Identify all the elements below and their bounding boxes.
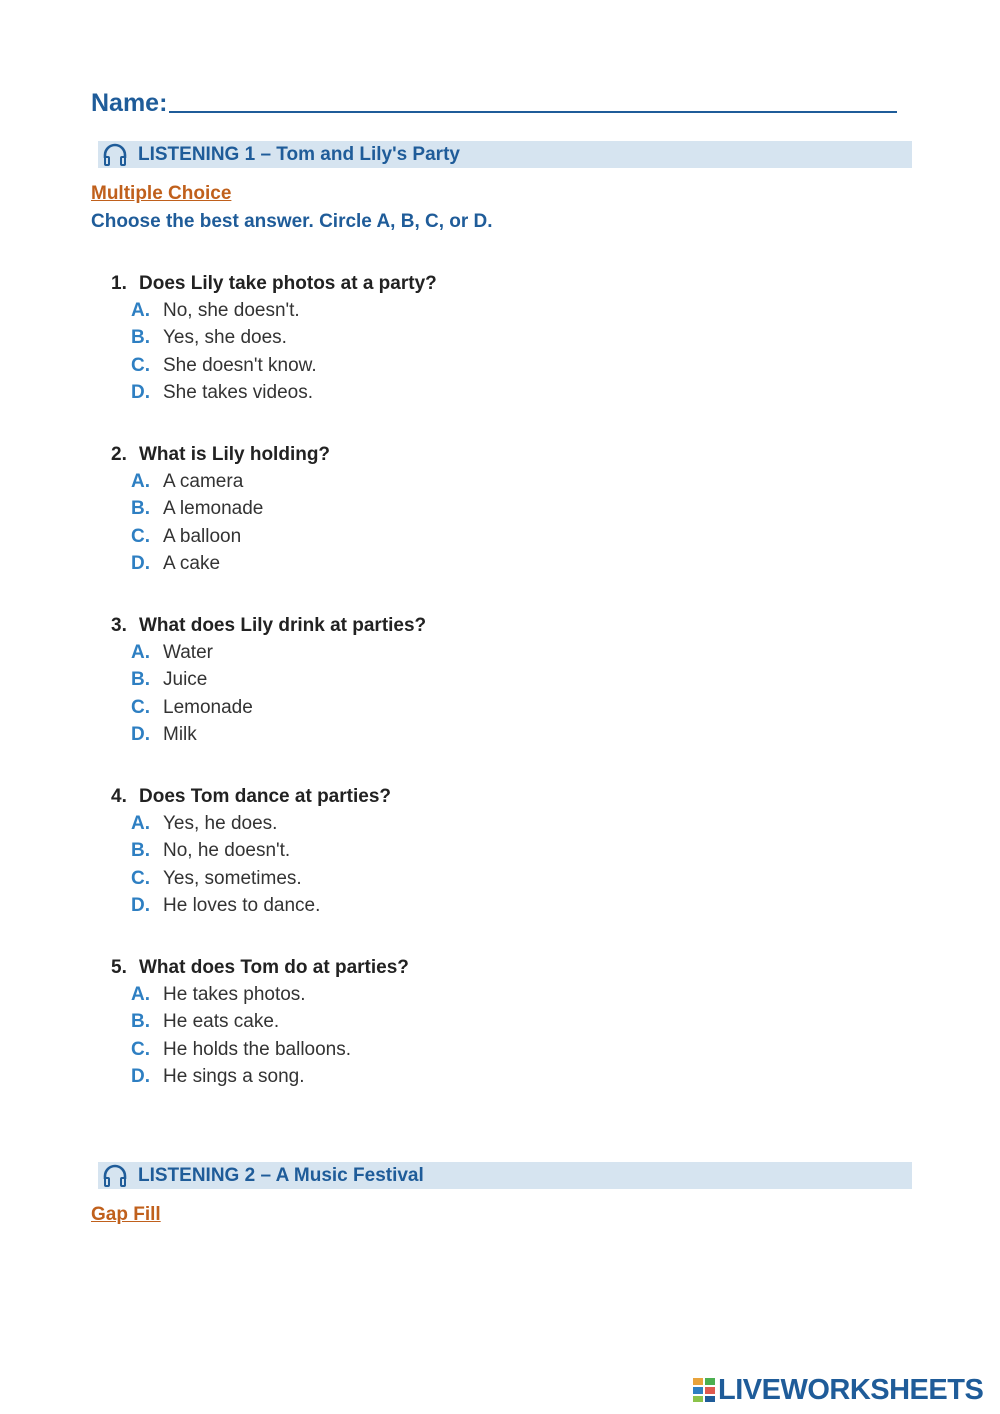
option-text: Milk bbox=[163, 724, 197, 746]
option-letter: B. bbox=[131, 669, 150, 691]
option-text: He sings a song. bbox=[163, 1066, 305, 1088]
option-text: He holds the balloons. bbox=[163, 1038, 352, 1060]
option-d[interactable] bbox=[111, 1063, 811, 1090]
option-letter: D. bbox=[131, 382, 150, 404]
option-letter: D. bbox=[131, 553, 150, 575]
option-letter: B. bbox=[131, 840, 150, 862]
option-b[interactable] bbox=[111, 837, 811, 864]
question-number: 5. bbox=[111, 957, 127, 978]
question-number: 2. bbox=[111, 444, 127, 465]
option-letter: A. bbox=[131, 813, 150, 834]
option-c[interactable] bbox=[111, 865, 811, 892]
option-letter: A. bbox=[131, 471, 150, 492]
option-text: He eats cake. bbox=[163, 1011, 280, 1033]
option-a[interactable] bbox=[111, 981, 811, 1008]
question-5 bbox=[111, 954, 811, 1091]
option-letter: D. bbox=[131, 724, 150, 746]
section-banner-listening-1 bbox=[98, 141, 912, 168]
option-letter: D. bbox=[131, 895, 150, 917]
option-text: She doesn't know. bbox=[163, 354, 317, 376]
headphones-icon bbox=[102, 1163, 128, 1189]
option-text: No, she doesn't. bbox=[163, 300, 300, 321]
liveworksheets-logo-icon bbox=[693, 1378, 715, 1402]
option-letter: D. bbox=[131, 1066, 150, 1088]
option-letter: B. bbox=[131, 327, 150, 349]
question-2 bbox=[111, 441, 811, 578]
question-4 bbox=[111, 783, 811, 920]
option-c[interactable] bbox=[111, 352, 811, 379]
question-1 bbox=[111, 270, 811, 407]
option-text: Juice bbox=[163, 669, 208, 691]
section-banner-listening-2 bbox=[98, 1162, 912, 1189]
name-field[interactable] bbox=[91, 86, 897, 120]
activity-heading: Gap Fill bbox=[91, 1204, 161, 1225]
question-number: 1. bbox=[111, 273, 127, 294]
option-text: A lemonade bbox=[163, 498, 264, 520]
option-letter: C. bbox=[131, 867, 150, 889]
option-letter: C. bbox=[131, 354, 150, 376]
option-a[interactable] bbox=[111, 297, 811, 324]
option-b[interactable] bbox=[111, 324, 811, 351]
option-text: Yes, he does. bbox=[163, 813, 278, 834]
option-b[interactable] bbox=[111, 666, 811, 693]
option-d[interactable] bbox=[111, 721, 811, 748]
question-text: Does Tom dance at parties? bbox=[139, 786, 391, 807]
question-text: What does Lily drink at parties? bbox=[139, 615, 427, 636]
question-number: 4. bbox=[111, 786, 127, 807]
option-a[interactable] bbox=[111, 639, 811, 666]
option-text: A cake bbox=[163, 553, 221, 575]
option-letter: C. bbox=[131, 525, 150, 547]
option-text: Yes, she does. bbox=[163, 327, 287, 349]
option-a[interactable] bbox=[111, 468, 811, 495]
logo-text: LIVEWORKSHEETS bbox=[718, 1374, 984, 1406]
name-label: Name: bbox=[91, 89, 168, 117]
option-text: She takes videos. bbox=[163, 382, 313, 404]
option-letter: A. bbox=[131, 984, 150, 1005]
name-underline[interactable] bbox=[169, 110, 897, 113]
option-letter: A. bbox=[131, 300, 150, 321]
option-b[interactable] bbox=[111, 495, 811, 522]
option-c[interactable] bbox=[111, 1036, 811, 1063]
option-text: He loves to dance. bbox=[163, 895, 321, 917]
option-letter: B. bbox=[131, 498, 150, 520]
option-text: Yes, sometimes. bbox=[163, 867, 302, 889]
option-text: Lemonade bbox=[163, 696, 253, 718]
option-text: No, he doesn't. bbox=[163, 840, 291, 862]
option-letter: B. bbox=[131, 1011, 150, 1033]
option-letter: C. bbox=[131, 1038, 150, 1060]
option-text: A camera bbox=[163, 471, 244, 492]
option-text: A balloon bbox=[163, 525, 242, 547]
question-text: What does Tom do at parties? bbox=[139, 957, 409, 978]
option-c[interactable] bbox=[111, 694, 811, 721]
option-d[interactable] bbox=[111, 892, 811, 919]
instructions: Choose the best answer. Circle A, B, C, or D. bbox=[91, 211, 493, 232]
option-c[interactable] bbox=[111, 523, 811, 550]
option-d[interactable] bbox=[111, 379, 811, 406]
option-b[interactable] bbox=[111, 1008, 811, 1035]
option-letter: C. bbox=[131, 696, 150, 718]
liveworksheets-logo bbox=[693, 1375, 983, 1405]
option-text: Water bbox=[163, 642, 213, 663]
question-text: Does Lily take photos at a party? bbox=[139, 273, 437, 294]
question-text: What is Lily holding? bbox=[139, 444, 331, 465]
option-text: He takes photos. bbox=[163, 984, 306, 1005]
option-letter: A. bbox=[131, 642, 150, 663]
activity-heading: Multiple Choice bbox=[91, 183, 232, 204]
section-title: LISTENING 1 – Tom and Lily's Party bbox=[138, 143, 460, 165]
question-number: 3. bbox=[111, 615, 127, 636]
headphones-icon bbox=[102, 142, 128, 168]
question-3 bbox=[111, 612, 811, 749]
section-title: LISTENING 2 – A Music Festival bbox=[138, 1164, 424, 1186]
option-d[interactable] bbox=[111, 550, 811, 577]
option-a[interactable] bbox=[111, 810, 811, 837]
